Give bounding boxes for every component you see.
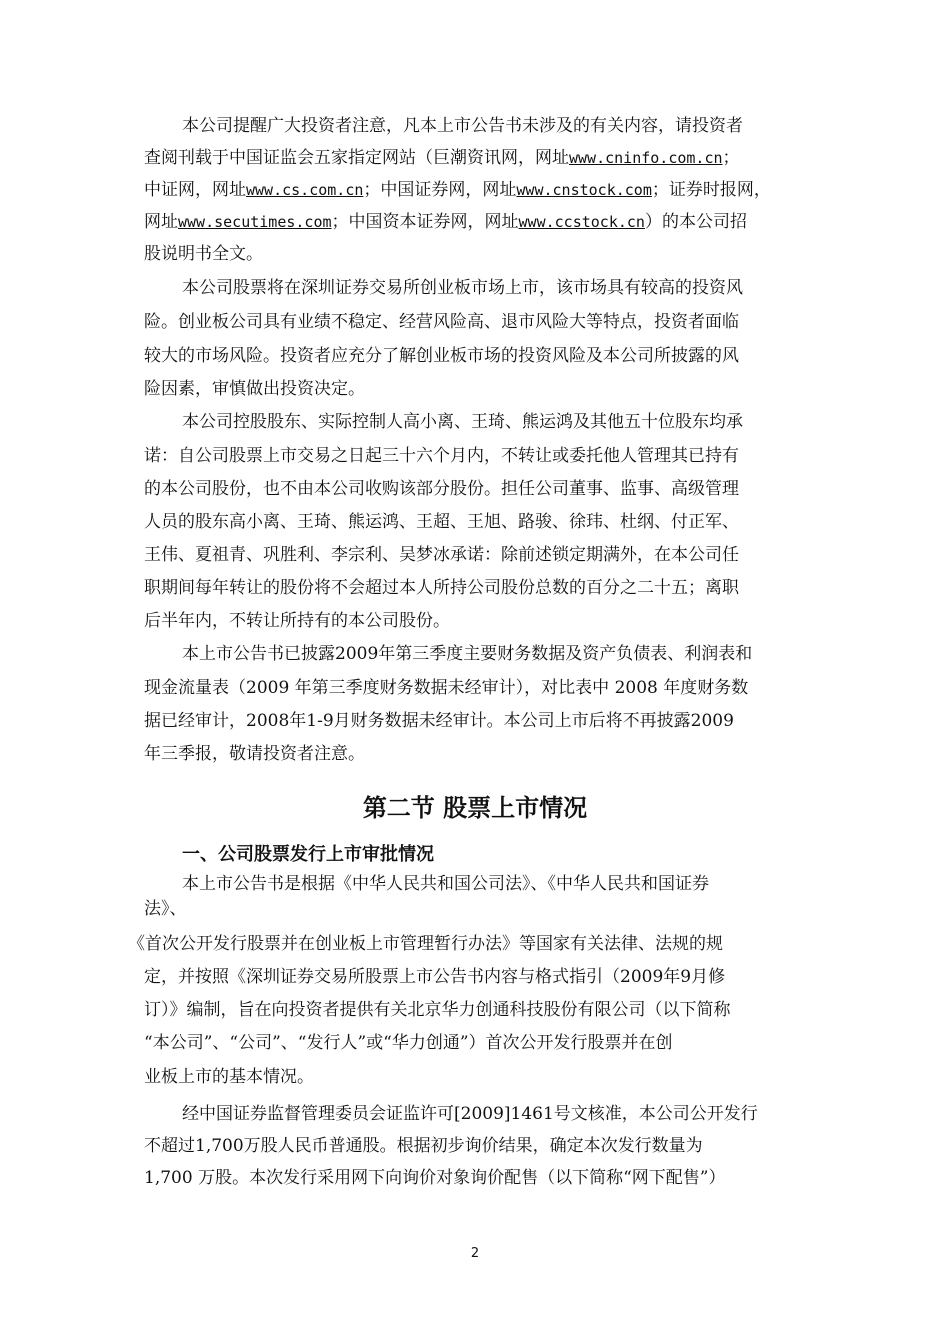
section-title: 第二节 股票上市情况 [362, 794, 588, 822]
text: 查阅刊载于中国证监会五家指定网站（巨潮资讯网，网址 [144, 148, 569, 168]
link-secutimes[interactable]: www.secutimes.com [178, 213, 332, 231]
p6-line-1: 经中国证券监督管理委员会证监许可[2009]1461号文核准，本公司公开发行 [182, 1104, 758, 1124]
p2-line-3: 较大的市场风险。投资者应充分了解创业板市场的投资风险及本公司所披露的风 [144, 346, 739, 366]
p2-line-1: 本公司股票将在深圳证券交易所创业板市场上市，该市场具有较高的投资风 [182, 278, 743, 298]
text: ；中国资本证券网，网址 [331, 212, 519, 232]
p5-line-1: 本上市公告书是根据《中华人民共和国公司法》、《中华人民共和国证券 [182, 874, 709, 894]
page-number: 2 [470, 1246, 480, 1261]
text: ）的本公司招 [644, 212, 747, 232]
text: ；证券时报网， [651, 180, 771, 200]
p3-line-3: 的本公司股份，也不由本公司收购该部分股份。担任公司董事、监事、高级管理 [144, 479, 739, 499]
p3-line-6: 职期间每年转让的股份将不会超过本人所持公司股份总数的百分之二十五；离职 [144, 578, 739, 598]
p1-line-3 [144, 179, 771, 201]
p3-line-7: 后半年内，不转让所持有的本公司股份。 [144, 611, 450, 631]
p2-line-2: 险。创业板公司具有业绩不稳定、经营风险高、退市风险大等特点，投资者面临 [144, 312, 739, 332]
p5-line-7: 业板上市的基本情况。 [144, 1067, 314, 1087]
link-ccstock[interactable]: www.ccstock.cn [518, 213, 645, 231]
p5-line-3: 《首次公开发行股票并在创业板上市管理暂行办法》等国家有关法律、法规的规 [128, 934, 723, 954]
link-cs[interactable]: www.cs.com.cn [246, 181, 364, 199]
p6-line-3: 1,700 万股。本次发行采用网下向询价对象询价配售（以下简称“网下配售”） [144, 1168, 726, 1188]
text: 网址 [144, 212, 178, 232]
link-cninfo[interactable]: www.cninfo.com.cn [569, 149, 723, 167]
p1-line-5: 股说明书全文。 [144, 244, 263, 264]
p5-line-5: 订）》编制，旨在向投资者提供有关北京华力创通科技股份有限公司（以下简称 [144, 1000, 731, 1020]
p4-line-2: 现金流量表（2009 年第三季度财务数据未经审计），对比表中 2008 年度财务数 [144, 678, 749, 698]
p4-line-1: 本上市公告书已披露2009年第三季度主要财务数据及资产负债表、利润表和 [182, 644, 753, 664]
p1-line-4 [144, 211, 747, 233]
p6-line-2: 不超过1,700万股人民币普通股。根据初步询价结果，确定本次发行数量为 [144, 1136, 703, 1156]
p4-line-4: 年三季报，敬请投资者注意。 [144, 744, 365, 764]
text: 中证网，网址 [144, 180, 246, 200]
p2-line-4: 险因素，审慎做出投资决定。 [144, 379, 365, 399]
text: ；中国证券网，网址 [363, 180, 517, 200]
p3-line-4: 人员的股东高小离、王琦、熊运鸿、王超、王旭、路骏、徐玮、杜纲、付正军、 [144, 512, 739, 532]
link-cnstock[interactable]: www.cnstock.com [516, 181, 652, 199]
p4-line-3: 据已经审计，2008年1-9月财务数据未经审计。本公司上市后将不再披露2009 [144, 711, 734, 731]
text: ； [722, 148, 740, 168]
p1-line-2 [144, 147, 740, 169]
p5-line-6: “本公司”、“公司”、“发行人”或“华力创通”）首次公开发行股票并在创 [144, 1033, 673, 1053]
p5-line-2: 法》、 [144, 899, 187, 919]
p3-line-2: 诺：自公司股票上市交易之日起三十六个月内，不转让或委托他人管理其已持有 [144, 446, 739, 466]
p1-line-1: 本公司提醒广大投资者注意，凡本上市公告书未涉及的有关内容，请投资者 [182, 116, 743, 136]
p3-line-1: 本公司控股股东、实际控制人高小离、王琦、熊运鸿及其他五十位股东均承 [182, 412, 743, 432]
p3-line-5: 王伟、夏祖青、巩胜利、李宗利、吴梦冰承诺：除前述锁定期满外，在本公司任 [144, 545, 739, 565]
p5-line-4: 定，并按照《深圳证券交易所股票上市公告书内容与格式指引（2009年9月修 [144, 967, 726, 987]
subsection-title: 一、公司股票发行上市审批情况 [182, 844, 434, 865]
